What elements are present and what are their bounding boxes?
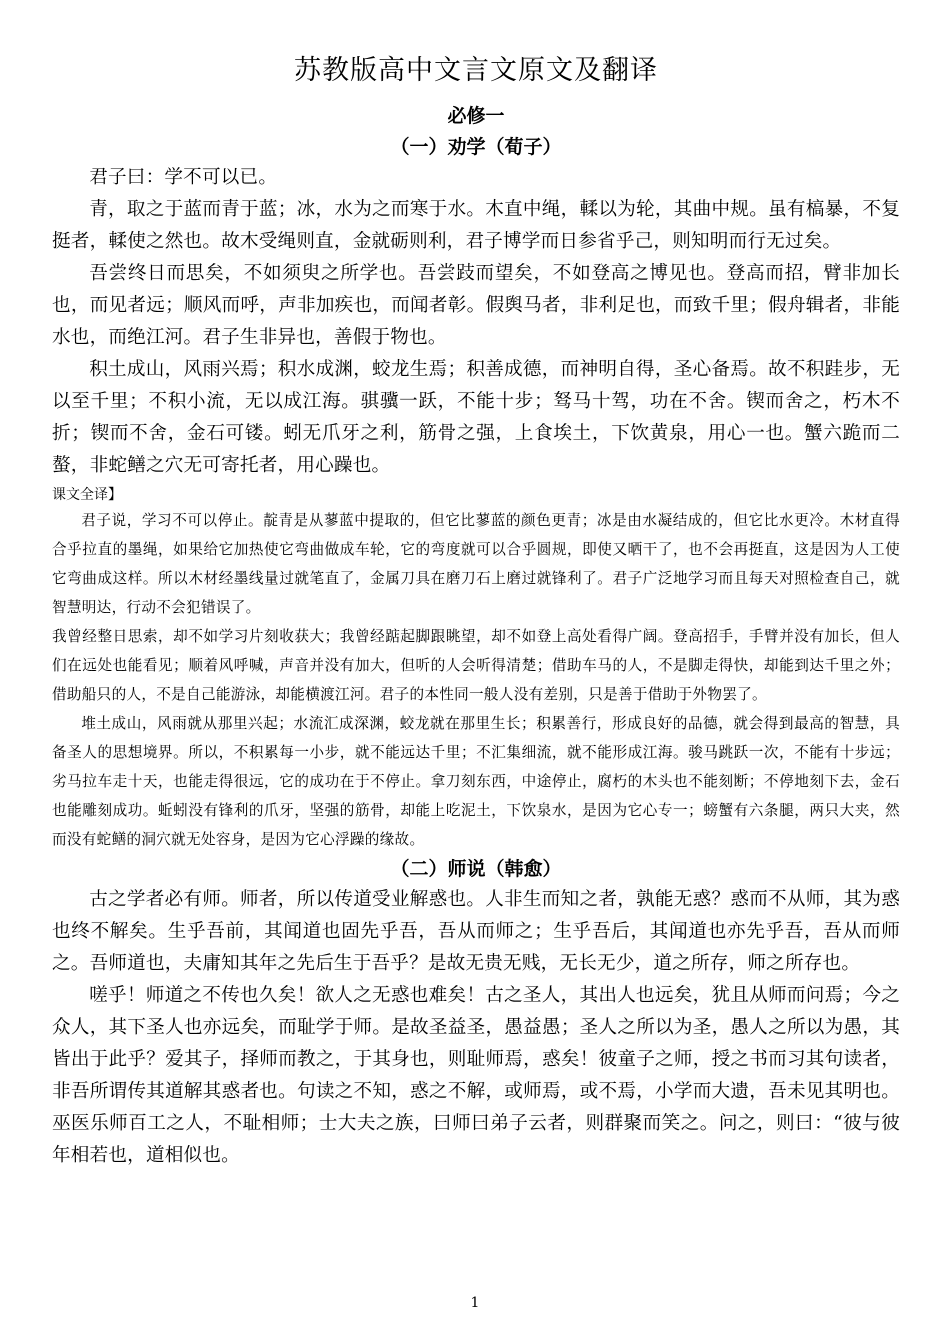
translation-paragraph: 堆土成山，风雨就从那里兴起；水流汇成深渊，蛟龙就在那里生长；积累善行，形成良好的品德，就会得到最高的智慧，具备圣人的思想境界。所以，不积累每一小步，就不能远达千里；不汇集细流，就不能形成江海。骏马跳跃一次，不能有十步远；劣马拉车走十天，也能走得很远，它的成功在于不停止。拿刀刻东西，中途停止，腐朽的木头也不能刻断；不停地刻下去，金石也能雕刻成功。蚯蚓没有锋利的爪牙，坚强的筋骨，却能上吃泥土，下饮泉水，是因为它心专一；螃蟹有六条腿，两只大夹，然而没有蛇鳝的洞穴就无处容身，是因为它心浮躁的缘故。 [52,715,900,848]
original-paragraph: 青，取之于蓝而青于蓝；冰，水为之而寒于水。木直中绳，輮以为轮，其曲中规。虽有槁暴，不复挺者，輮使之然也。故木受绳则直，金就砺则利，君子博学而日参省乎己，则知明而行无过矣。 [52,199,900,252]
document-title: 苏教版高中文言文原文及翻译 [294,55,658,86]
translation-paragraph: 君子说，学习不可以停止。靛青是从蓼蓝中提取的，但它比蓼蓝的颜色更青；冰是由水凝结成的，但它比水更冷。木材直得合乎拉直的墨绳，如果给它加热使它弯曲做成车轮，它的弯度就可以合乎圆规，即使又晒干了，也不会再挺直，这是因为人工使它弯曲成这样。所以木材经墨线量过就笔直了，金属刀具在磨刀石上磨过就锋利了。君子广泛地学习而且每天对照检查自己，就智慧明达，行动不会犯错误了。 [52,512,900,616]
lesson-heading: （一）劝学（荀子） [390,136,562,158]
translation-label: 课文全译】 [52,487,122,503]
original-paragraph: 积土成山，风雨兴焉；积水成渊，蛟龙生焉；积善成德，而神明自得，圣心备焉。故不积跬步，无以至千里；不积小流，无以成江海。骐骥一跃，不能十步；驽马十驾，功在不舍。锲而舍之，朽木不折；锲而不舍，金石可镂。蚓无爪牙之利，筋骨之强，上食埃土，下饮黄泉，用心一也。蟹六跪而二螯，非蛇鳝之穴无可寄托者，用心躁也。 [52,359,900,476]
section-heading: 必修一 [447,105,505,127]
original-paragraph: 吾尝终日而思矣，不如须臾之所学也。吾尝跂而望矣，不如登高之博见也。登高而招，臂非加长也，而见者远；顺风而呼，声非加疾也，而闻者彰。假舆马者，非利足也，而致千里；假舟辑者，非能水也，而绝江河。君子生非异也，善假于物也。 [52,263,900,348]
document-page [52,48,900,1172]
lesson-heading: （二）师说（韩愈） [390,858,562,880]
translation-paragraph: 我曾经整日思索，却不如学习片刻收获大；我曾经踮起脚跟眺望，却不如登上高处看得广阔。登高招手，手臂并没有加长，但人们在远处也能看见；顺着风呼喊，声音并没有加大，但听的人会听得清楚；借助车马的人，不是脚走得快，却能到达千里之外；借助船只的人，不是自己能游泳，却能横渡江河。君子的本性同一般人没有差别，只是善于借助于外物罢了。 [52,628,900,703]
page-number: 1 [470,1295,480,1311]
original-paragraph: 古之学者必有师。师者，所以传道受业解惑也。人非生而知之者，孰能无惑？惑而不从师，其为惑也终不解矣。生乎吾前，其闻道也固先乎吾，吾从而师之；生乎吾后，其闻道也亦先乎吾，吾从而师之。吾师道也，夫庸知其年之先后生于吾乎？是故无贵无贱，无长无少，道之所存，师之所存也。 [52,889,900,974]
original-paragraph: 嗟乎！师道之不传也久矣！欲人之无惑也难矣！古之圣人，其出人也远矣，犹且从师而问焉；今之众人，其下圣人也亦远矣，而耻学于师。是故圣益圣，愚益愚；圣人之所以为圣，愚人之所以为愚，其皆出于此乎？爱其子，择师而教之，于其身也，则耻师焉，惑矣！彼童子之师，授之书而习其句读者，非吾所谓传其道解其惑者也。句读之不知，惑之不解，或师焉，或不焉，小学而大遗，吾未见其明也。巫医乐师百工之人，不耻相师；士大夫之族，曰师曰弟子云者，则群聚而笑之。问之，则曰：“彼与彼年相若也，道相似也。 [52,985,900,1166]
original-paragraph: 君子曰：学不可以已。 [89,167,278,188]
